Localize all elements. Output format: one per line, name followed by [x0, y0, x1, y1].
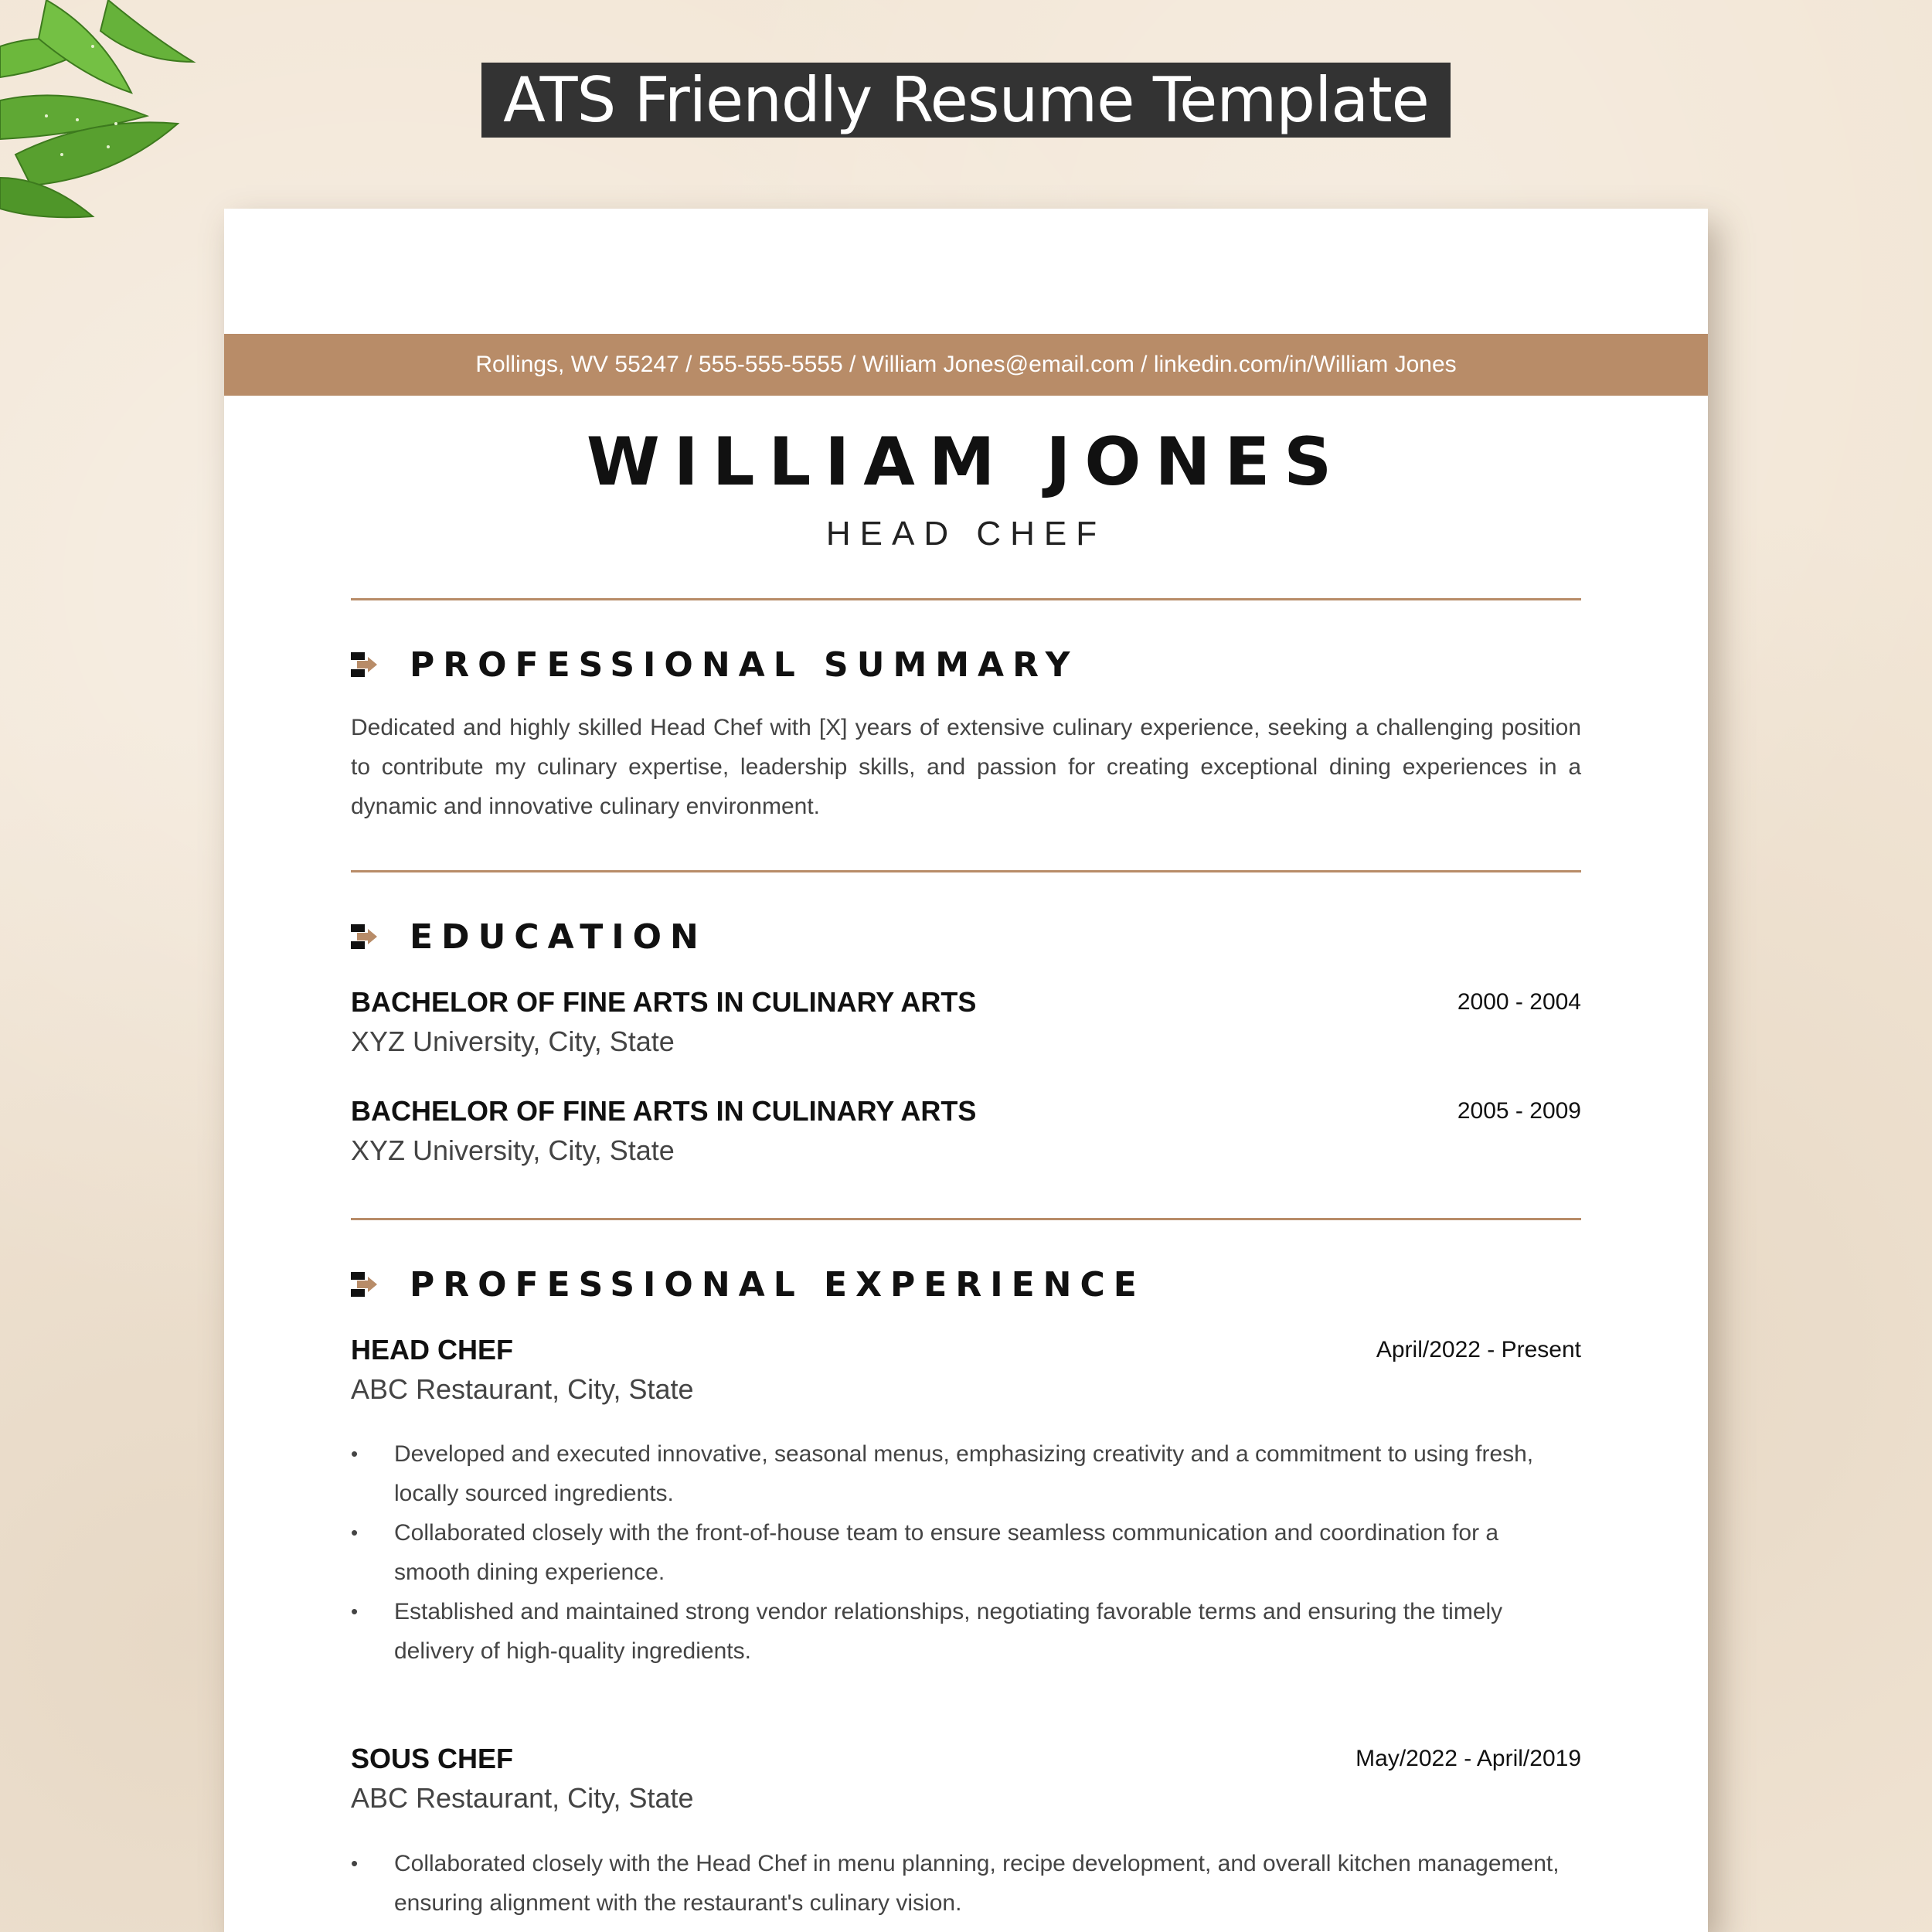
succulent-plant-icon	[0, 0, 255, 232]
divider	[351, 870, 1581, 872]
school-name: XYZ University, City, State	[351, 1026, 675, 1057]
resume-page	[224, 209, 1708, 1932]
job-bullets	[351, 1844, 1581, 1923]
list-item	[351, 1434, 1581, 1513]
bullet-dot: •	[351, 1442, 359, 1465]
contact-bar: Rollings, WV 55247 / 555-555-5555 / William Jones@email.com / linkedin.com/in/William Jones	[224, 334, 1708, 396]
experience-entry	[351, 1331, 1581, 1410]
banner-title: ATS Friendly Resume Template	[481, 63, 1451, 138]
company-name: ABC Restaurant, City, State	[351, 1373, 694, 1405]
degree-title: BACHELOR OF FINE ARTS IN CULINARY ARTS	[351, 986, 977, 1018]
job-bullets	[351, 1434, 1581, 1671]
section-education	[351, 913, 707, 960]
divider	[351, 1218, 1581, 1220]
bullet-text: Collaborated closely with the front-of-house team to ensure seamless communication and coordination for a smooth dining experience.	[394, 1520, 1499, 1585]
list-item	[351, 1513, 1581, 1592]
degree-title: BACHELOR OF FINE ARTS IN CULINARY ARTS	[351, 1095, 977, 1127]
bullet-dot: •	[351, 1600, 359, 1623]
list-item	[351, 1844, 1581, 1923]
divider	[351, 598, 1581, 600]
job-dates: April/2022 - Present	[1376, 1337, 1581, 1362]
section-experience	[351, 1261, 1145, 1308]
education-dates: 2000 - 2004	[1457, 989, 1581, 1015]
section-heading: EDUCATION	[410, 917, 707, 957]
bullet-dot: •	[351, 1521, 359, 1544]
job-title: SOUS CHEF	[351, 1743, 514, 1774]
education-entry	[351, 983, 1581, 1062]
arrow-section-icon	[351, 921, 379, 952]
education-dates: 2005 - 2009	[1457, 1098, 1581, 1124]
education-entry	[351, 1092, 1581, 1171]
experience-entry	[351, 1740, 1581, 1818]
section-heading: PROFESSIONAL EXPERIENCE	[410, 1264, 1145, 1304]
job-title: HEAD CHEF	[351, 1334, 514, 1366]
arrow-section-icon	[351, 1269, 379, 1300]
school-name: XYZ University, City, State	[351, 1134, 675, 1166]
bullet-text: Established and maintained strong vendor relationships, negotiating favorable terms and ensuring the timely delivery of high-quality ingredients.	[394, 1599, 1503, 1664]
arrow-section-icon	[351, 649, 379, 680]
section-summary	[351, 641, 1078, 688]
bullet-dot: •	[351, 1852, 359, 1875]
bullet-text: Developed and executed innovative, seasonal menus, emphasizing creativity and a commitment to using fresh, locally sourced ingredients.	[394, 1441, 1534, 1506]
section-heading: PROFESSIONAL SUMMARY	[410, 645, 1079, 685]
summary-text: Dedicated and highly skilled Head Chef with [X] years of extensive culinary experience, seeking a challenging position to contribute my culinary expertise, leadership skills, and passion for creating exceptional dining experiences in a dynamic and innovative culinary environment.	[351, 715, 1581, 819]
resume-role: HEAD CHEF	[825, 515, 1107, 553]
list-item	[351, 1592, 1581, 1671]
bullet-text: Collaborated closely with the Head Chef in menu planning, recipe development, and overall kitchen management, ensuring alignment with the restaurant's culinary vision.	[394, 1851, 1560, 1916]
company-name: ABC Restaurant, City, State	[351, 1782, 694, 1814]
job-dates: May/2022 - April/2019	[1355, 1746, 1581, 1771]
resume-name: WILLIAM JONES	[586, 423, 1346, 501]
